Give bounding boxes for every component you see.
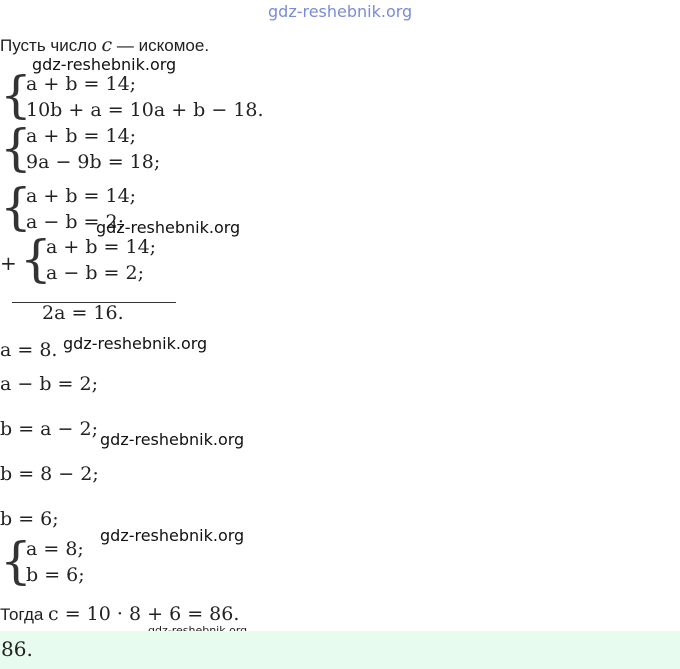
brace-icon: { xyxy=(0,66,32,124)
watermark: gdz-reshebnik.org xyxy=(100,526,245,545)
brace-icon: { xyxy=(0,178,32,236)
system2-line2: 9a − 9b = 18; xyxy=(26,151,161,173)
step-b-value: b = 6; xyxy=(0,508,59,530)
plus-sign: + xyxy=(0,251,17,275)
system3-line1: a + b = 14; xyxy=(26,185,137,207)
intro-prefix: Пусть число xyxy=(0,36,102,55)
step-b-subst: b = 8 − 2; xyxy=(0,463,99,485)
system4-line1: a + b = 14; xyxy=(46,236,157,258)
system4-line2: a − b = 2; xyxy=(46,262,144,284)
intro-var: c xyxy=(101,34,113,56)
sum-result: 2a = 16. xyxy=(42,302,124,324)
then-expr: c = 10 · 8 + 6 = 86. xyxy=(48,603,240,625)
watermark-top: gdz-reshebnik.org xyxy=(268,2,413,21)
system5-line2: b = 6; xyxy=(26,564,85,586)
then-line xyxy=(0,603,239,625)
brace-icon: { xyxy=(0,119,32,177)
watermark: gdz-reshebnik.org xyxy=(63,334,208,353)
intro-line xyxy=(0,34,209,56)
answer-bar xyxy=(0,631,680,669)
answer-text: 86. xyxy=(1,637,33,661)
system1-line2: 10b + a = 10a + b − 18. xyxy=(26,99,264,121)
then-prefix: Тогда xyxy=(0,605,49,624)
system2-line1: a + b = 14; xyxy=(26,125,137,147)
brace-icon: { xyxy=(20,230,52,288)
brace-icon: { xyxy=(0,532,32,590)
step-b-expr: b = a − 2; xyxy=(0,418,98,440)
watermark: gdz-reshebnik.org xyxy=(32,55,177,74)
system1-line1: a + b = 14; xyxy=(26,73,137,95)
step-difference: a − b = 2; xyxy=(0,373,98,395)
system3-line2: a − b = 2; xyxy=(26,211,124,233)
watermark: gdz-reshebnik.org xyxy=(100,430,245,449)
step-a-value: a = 8. xyxy=(0,339,58,361)
watermark: gdz-reshebnik.org xyxy=(96,218,241,237)
intro-suffix: — искомое. xyxy=(112,36,210,55)
system5-line1: a = 8; xyxy=(26,538,84,560)
